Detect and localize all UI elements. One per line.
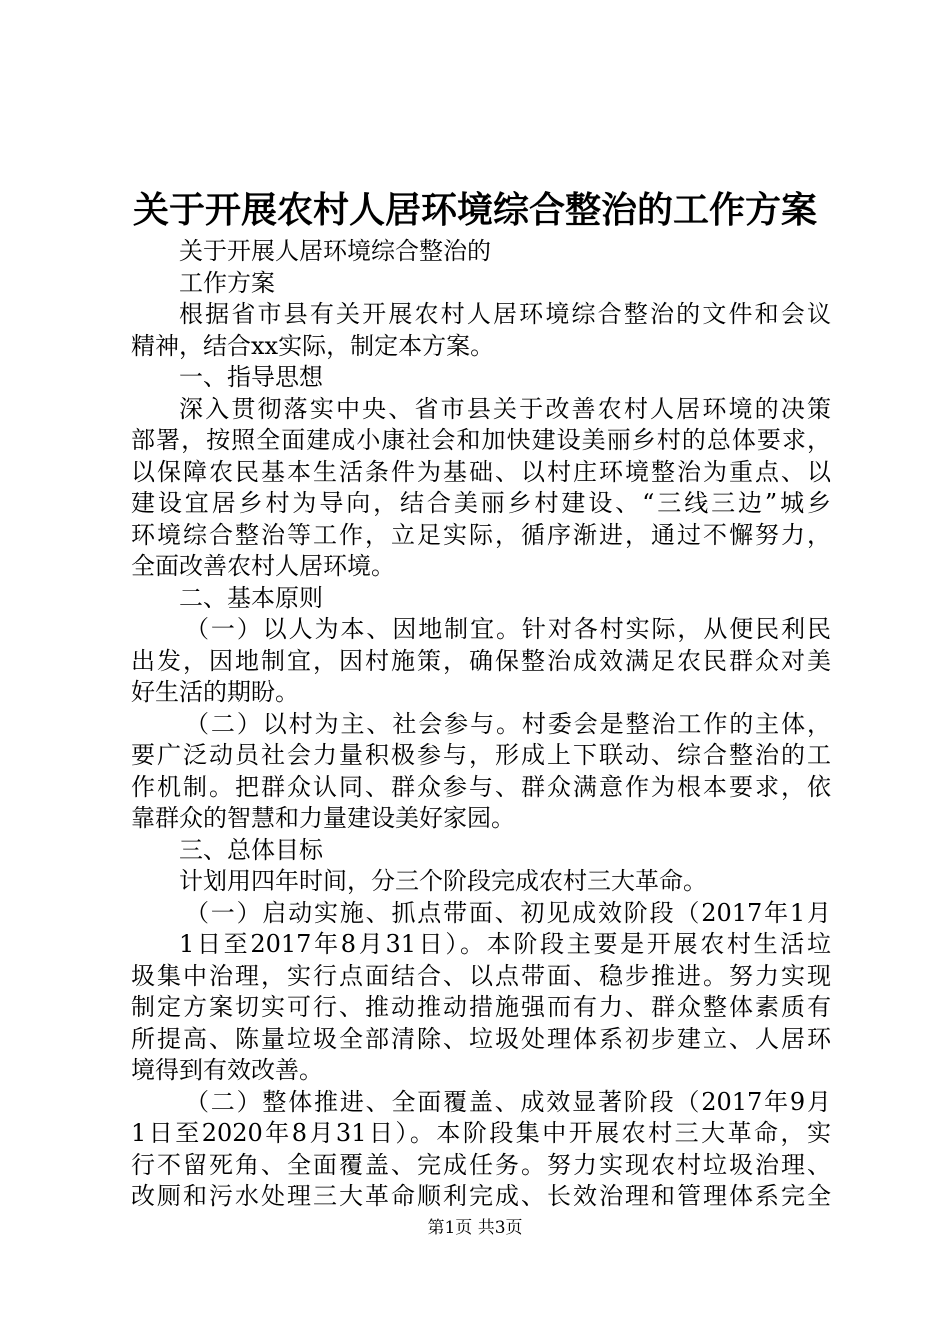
body-line: 建设宜居乡村为导向，结合美丽乡村建设、“三线三边”城乡 [131,489,831,517]
body-line: 境得到有效改善。 [131,1056,323,1084]
body-line: 环境综合整治等工作，立足实际，循序渐进，通过不懈努力， [131,520,831,549]
body-line: 全面改善农村人居环境。 [131,552,395,580]
document-body [131,236,831,1213]
body-line: 部署，按照全面建成小康社会和加快建设美丽乡村的总体要求， [131,426,831,454]
body-line: 以保障农民基本生活条件为基础、以村庄环境整治为重点、以 [131,457,831,486]
body-line: （一）以人为本、因地制宜。针对各村实际，从便民利民 [185,615,831,643]
body-line: 精神，结合xx实际，制定本方案。 [131,331,495,360]
body-line: 关于开展人居环境综合整治的 [179,237,491,265]
document-title: 关于开展农村人居环境综合整治的工作方案 [132,189,817,231]
body-line: （二）整体推进、全面覆盖、成效显著阶段（2017年9月 [185,1087,831,1116]
body-line: 工作方案 [179,268,275,297]
body-line: 深入贯彻落实中央、省市县关于改善农村人居环境的决策 [179,394,831,423]
body-line: 二、基本原则 [179,583,323,612]
body-line: 行不留死角、全面覆盖、完成任务。努力实现农村垃圾治理、 [131,1150,831,1179]
body-line: 计划用四年时间，分三个阶段完成农村三大革命。 [179,867,707,895]
body-line: 要广泛动员社会力量积极参与，形成上下联动、综合整治的工 [131,741,831,769]
body-line: 好生活的期盼。 [131,678,299,706]
body-line: （一）启动实施、抓点带面、初见成效阶段（2017年1月 [185,898,831,927]
body-line: （二）以村为主、社会参与。村委会是整治工作的主体， [185,709,831,738]
body-line: 靠群众的智慧和力量建设美好家园。 [131,804,515,832]
body-line: 改厕和污水处理三大革命顺利完成、长效治理和管理体系完全 [131,1182,831,1210]
body-line: 根据省市县有关开展农村人居环境综合整治的文件和会议 [179,300,831,328]
body-line: 作机制。把群众认同、群众参与、群众满意作为根本要求，依 [131,772,831,801]
body-line: 1日至2017年8月31日）。本阶段主要是开展农村生活垃 [179,930,831,958]
body-line: 三、总体目标 [179,835,323,864]
body-line: 一、指导思想 [179,363,323,391]
body-line: 所提高、陈量垃圾全部清除、垃圾处理体系初步建立、人居环 [131,1024,831,1053]
body-line: 圾集中治理，实行点面结合、以点带面、稳步推进。努力实现 [131,961,831,990]
body-line: 出发，因地制宜，因村施策，确保整治成效满足农民群众对美 [131,646,831,675]
body-line: 制定方案切实可行、推动推动措施强而有力、群众整体素质有 [131,993,831,1021]
page-number-footer: 第1页 共3页 [427,1218,523,1238]
body-line: 1日至2020年8月31日）。本阶段集中开展农村三大革命，实 [131,1119,831,1147]
